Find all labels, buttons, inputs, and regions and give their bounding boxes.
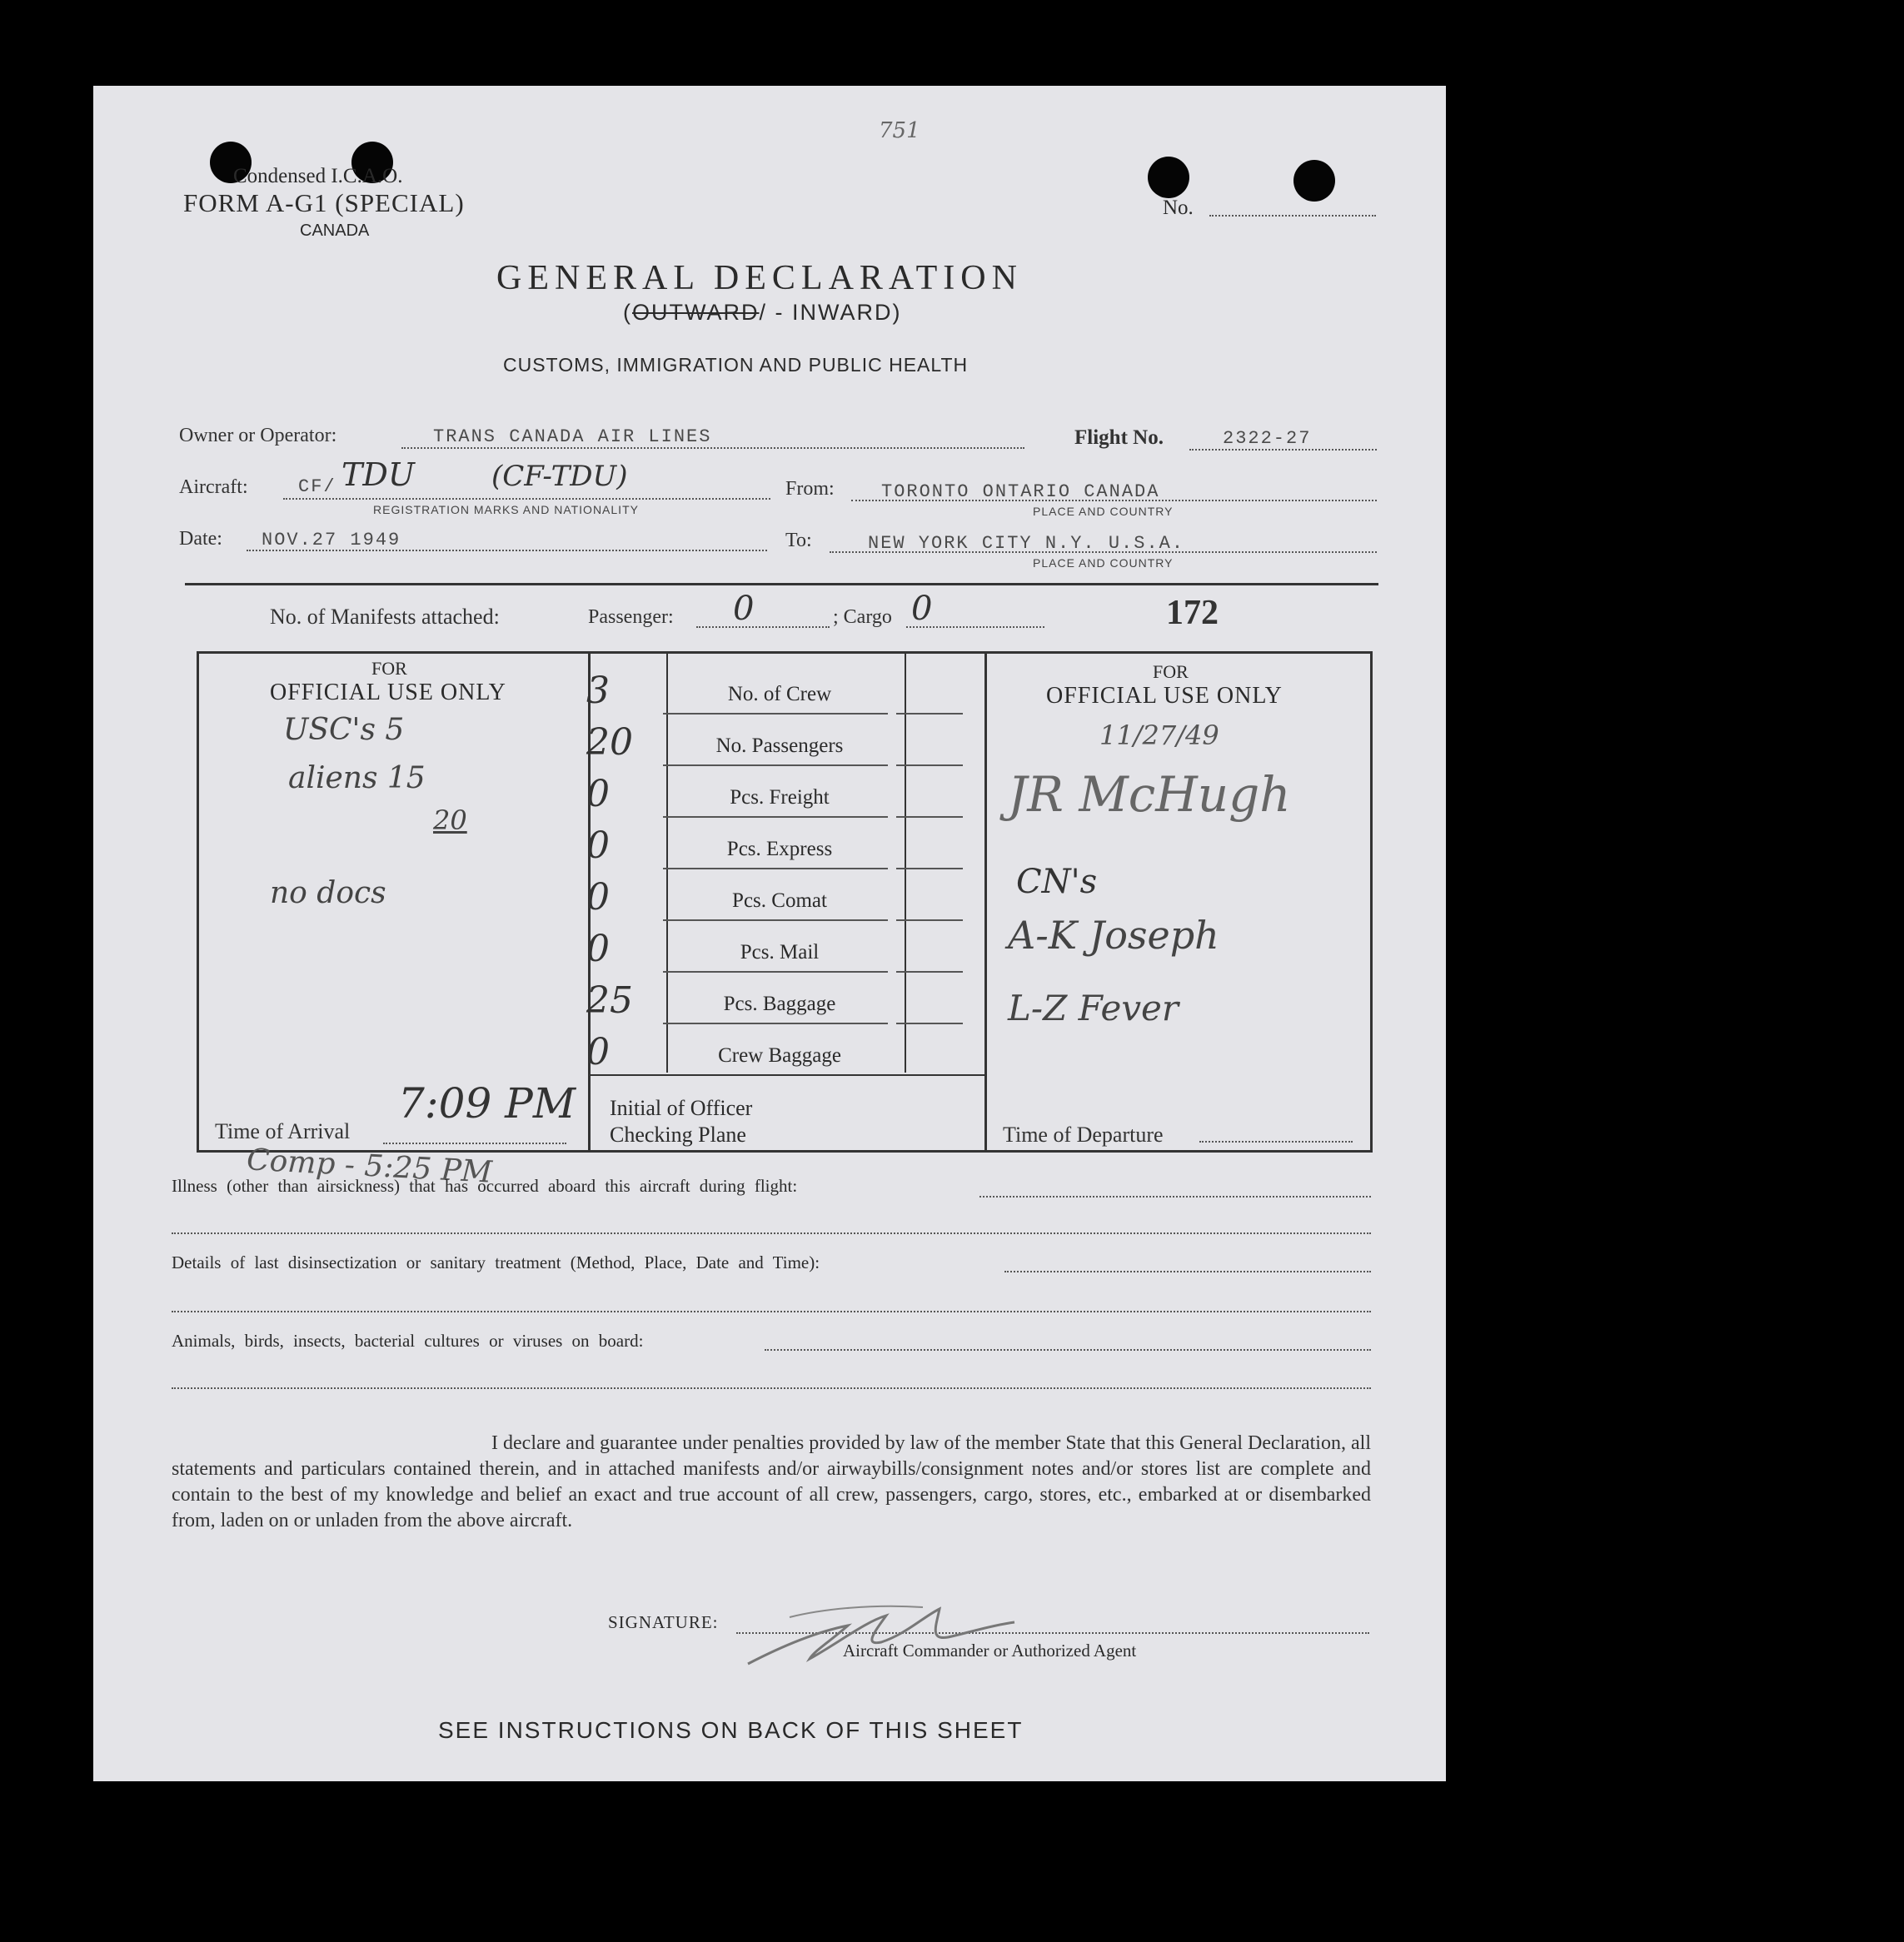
punch-hole: [1148, 157, 1189, 198]
illness-label: Illness (other than airsickness) that has occurred aboard this aircraft during flight:: [172, 1176, 798, 1196]
signature-caption: Aircraft Commander or Authorized Agent: [843, 1641, 1137, 1661]
illness-line-2: [172, 1232, 1371, 1234]
manifests-label: No. of Manifests attached:: [270, 605, 500, 629]
count-value: 20: [586, 721, 633, 764]
count-rule: [896, 764, 963, 766]
arrival-line: [383, 1143, 566, 1144]
page-title: GENERAL DECLARATION: [496, 259, 1023, 297]
to-value: NEW YORK CITY N.Y. U.S.A.: [868, 533, 1185, 554]
count-value: 0: [586, 824, 610, 867]
footer-instructions: SEE INSTRUCTIONS ON BACK OF THIS SHEET: [438, 1717, 1024, 1743]
count-rule: [663, 764, 888, 766]
direction-subtitle: [623, 300, 901, 326]
passenger-manifest-label: Passenger:: [588, 606, 674, 628]
date-value: NOV.27 1949: [262, 530, 401, 550]
disinsect-line: [1004, 1271, 1371, 1272]
punch-hole: [1293, 160, 1335, 202]
officer-checking-label: Checking Plane: [610, 1123, 746, 1147]
owner-value: TRANS CANADA AIR LINES: [433, 426, 712, 447]
count-rule: [896, 971, 963, 973]
disinsect-line-2: [172, 1311, 1371, 1312]
right-date-handwritten: 11/27/49: [1099, 720, 1219, 751]
count-value: 0: [586, 876, 610, 919]
form-line-3: CANADA: [300, 222, 370, 240]
illness-line: [979, 1196, 1371, 1198]
disinsect-label: Details of last disinsectization or sanitary treatment (Method, Place, Date and Time):: [172, 1252, 820, 1272]
declaration-paragraph: I declare and guarantee under penalties provided by law of the member State that this General Declaration, all statements and particulars contained therein, and in attached manifests and/or airwaybills/consignment notes and/or stores list are complete and contain to the best of my knowledge and belief an exact and true account of all crew, passengers, cargo, stores, etc., embarked at or disembarked from, laden on or unladen from the above aircraft.: [172, 1432, 1371, 1531]
count-value: 25: [586, 979, 633, 1022]
officer-initial-label: Initial of Officer: [610, 1096, 753, 1120]
aircraft-typed: CF/: [298, 476, 336, 497]
count-rule: [896, 868, 963, 869]
comp-note: Comp - 5:25 PM: [246, 1143, 493, 1190]
passenger-manifest-value: 0: [733, 590, 755, 628]
date-line: [247, 550, 767, 551]
arrival-value: 7:09 PM: [398, 1079, 576, 1128]
count-rule: [896, 713, 963, 715]
date-label: Date:: [179, 528, 222, 550]
count-row: [580, 976, 971, 1026]
left-note-total: 20: [433, 804, 467, 836]
count-label: Pcs. Freight: [730, 786, 830, 809]
passenger-manifest-line: [696, 626, 830, 628]
count-row: [580, 1028, 971, 1078]
subtitle-open: (: [623, 300, 632, 325]
left-note-usc: USC's 5: [283, 713, 405, 747]
arrival-label: Time of Arrival: [215, 1119, 351, 1143]
flight-label: Flight No.: [1074, 426, 1164, 449]
stamped-number: 172: [1166, 594, 1219, 632]
from-sub-caption: PLACE AND COUNTRY: [1033, 505, 1174, 518]
count-label: No. Passengers: [715, 734, 844, 757]
count-label: Pcs. Mail: [740, 941, 820, 964]
departure-line: [1199, 1141, 1353, 1143]
aircraft-handwritten: TDU: [341, 456, 415, 493]
signature-label: SIGNATURE:: [608, 1612, 719, 1632]
form-line-2: FORM A-G1 (SPECIAL): [183, 188, 465, 217]
count-rule: [896, 1023, 963, 1024]
right-official-heading: OFFICIAL USE ONLY: [1046, 683, 1283, 709]
to-line: [830, 551, 1377, 553]
right-note-ak: A-K Joseph: [1008, 913, 1219, 958]
departure-label: Time of Departure: [1003, 1123, 1164, 1147]
count-row: [580, 666, 971, 716]
count-rule: [663, 868, 888, 869]
from-line: [851, 500, 1377, 501]
to-sub-caption: PLACE AND COUNTRY: [1033, 556, 1174, 570]
animals-line-2: [172, 1387, 1371, 1389]
count-rule: [663, 919, 888, 921]
count-row: [580, 821, 971, 871]
owner-line: [401, 447, 1024, 449]
count-value: 3: [586, 670, 610, 712]
form-number-line: [1209, 215, 1376, 217]
flight-line: [1189, 449, 1377, 451]
animals-line: [765, 1349, 1371, 1351]
count-value: 0: [586, 928, 610, 970]
count-rule: [896, 816, 963, 818]
right-note-lz: L-Z Fever: [1008, 988, 1179, 1028]
count-row: [580, 769, 971, 819]
aircraft-sub-caption: REGISTRATION MARKS AND NATIONALITY: [373, 503, 639, 516]
count-label: Pcs. Express: [726, 838, 833, 860]
count-rule: [896, 919, 963, 921]
box-divider-right: [984, 651, 987, 1151]
aircraft-handwritten-2: (CF-TDU): [491, 460, 628, 493]
aircraft-line: [283, 498, 770, 500]
left-official-heading: OFFICIAL USE ONLY: [270, 680, 506, 705]
header-divider: [185, 583, 1378, 585]
left-note-docs: no docs: [270, 876, 386, 910]
right-for-label: FOR: [1153, 661, 1189, 682]
right-note-cns: CN's: [1016, 863, 1098, 901]
from-value: TORONTO ONTARIO CANADA: [881, 481, 1160, 502]
animals-label: Animals, birds, insects, bacterial cultures or viruses on board:: [172, 1331, 644, 1351]
outward-struck: OUTWARD: [632, 300, 760, 325]
inward-label: / - INWARD): [759, 300, 902, 325]
count-row: [580, 873, 971, 923]
count-label: No. of Crew: [727, 683, 832, 705]
from-label: From:: [785, 478, 835, 500]
count-label: Pcs. Comat: [732, 889, 827, 912]
count-rule: [663, 816, 888, 818]
left-for-label: FOR: [371, 658, 407, 679]
top-handwritten-mark: 751: [879, 118, 920, 143]
right-officer-signature: JR McHugh: [1008, 766, 1291, 823]
count-row: [580, 924, 971, 974]
count-label: Pcs. Baggage: [723, 993, 836, 1015]
left-note-aliens: aliens 15: [288, 761, 426, 795]
form-number-label: No.: [1163, 197, 1194, 219]
aircraft-label: Aircraft:: [179, 476, 248, 498]
count-value: 0: [586, 1031, 610, 1073]
form-line-1: Condensed I.C.A.O.: [233, 165, 403, 187]
cargo-manifest-value: 0: [911, 590, 933, 628]
count-row: [580, 718, 971, 768]
flight-value: 2322-27: [1223, 428, 1312, 449]
count-rule: [663, 713, 888, 715]
to-label: To:: [785, 530, 812, 551]
cargo-manifest-label: ; Cargo: [833, 606, 892, 628]
agency-line: CUSTOMS, IMMIGRATION AND PUBLIC HEALTH: [503, 354, 969, 376]
count-rule: [663, 1023, 888, 1024]
count-label: Crew Baggage: [718, 1044, 841, 1067]
count-rule: [663, 971, 888, 973]
owner-label: Owner or Operator:: [179, 425, 337, 446]
count-value: 0: [586, 773, 610, 815]
cargo-manifest-line: [906, 626, 1044, 628]
